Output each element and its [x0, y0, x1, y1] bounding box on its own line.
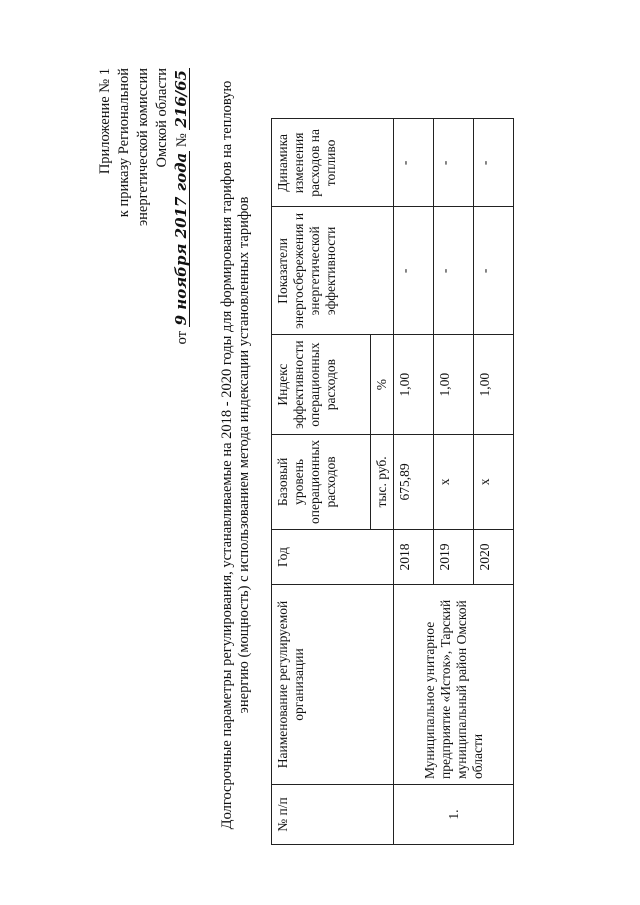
unit-efficiency-index: % [371, 335, 394, 434]
base-level-cell: x [434, 434, 474, 529]
handwritten-date: 9 ноября 2017 года [172, 152, 190, 326]
unit-base-level: тыс. руб. [371, 434, 394, 529]
appendix-title: Приложение № 1 [97, 68, 113, 175]
appendix-order-line: к приказу Региональной [116, 68, 132, 218]
fuel-dynamics-cell: - [394, 119, 434, 207]
header-base-level: Базовый уровень операционных расходов [272, 434, 371, 529]
table-row [394, 119, 434, 845]
handwritten-number: 216/65 [172, 70, 190, 128]
year-cell: 2019 [434, 530, 474, 585]
appendix-region-line: Омской области [154, 68, 170, 168]
efficiency-index-cell: 1,00 [434, 335, 474, 434]
title-line-2: энергию (мощность) с использованием метода индексации установленных тарифов [236, 196, 252, 714]
document-title [219, 75, 253, 835]
row-number: 1. [394, 785, 514, 845]
efficiency-index-cell: 1,00 [474, 335, 514, 434]
header-energy-saving: Показатели энергосбережения и энергетической эффективности [272, 207, 394, 335]
from-label: от [174, 330, 190, 345]
number-label: № [174, 133, 190, 148]
header-year: Год [272, 530, 394, 585]
energy-saving-cell: - [474, 207, 514, 335]
appendix-block [96, 68, 192, 344]
appendix-commission-line: энергетической комиссии [135, 68, 151, 227]
energy-saving-cell: - [394, 207, 434, 335]
header-organization: Наименование регулируемой организации [272, 585, 394, 785]
appendix-date-line [173, 68, 192, 344]
fuel-dynamics-cell: - [434, 119, 474, 207]
header-number: № п/п [272, 785, 394, 845]
fuel-dynamics-cell: - [474, 119, 514, 207]
header-fuel-dynamics: Динамика изменения расходов на топливо [272, 119, 394, 207]
year-cell: 2020 [474, 530, 514, 585]
parameters-table [271, 118, 514, 845]
title-line-1: Долгосрочные параметры регулирования, устанавливаемые на 2018 - 2020 годы для формирования тарифов на тепловую [219, 80, 235, 830]
year-cell: 2018 [394, 530, 434, 585]
base-level-cell: 675,89 [394, 434, 434, 529]
organization-name: Муниципальное унитарное предприятие «Исток», Тарский муниципальный район Омской области [394, 585, 514, 785]
base-level-cell: x [474, 434, 514, 529]
energy-saving-cell: - [434, 207, 474, 335]
header-efficiency-index: Индекс эффективности операционных расходов [272, 335, 371, 434]
table-header-row [272, 119, 371, 845]
efficiency-index-cell: 1,00 [394, 335, 434, 434]
